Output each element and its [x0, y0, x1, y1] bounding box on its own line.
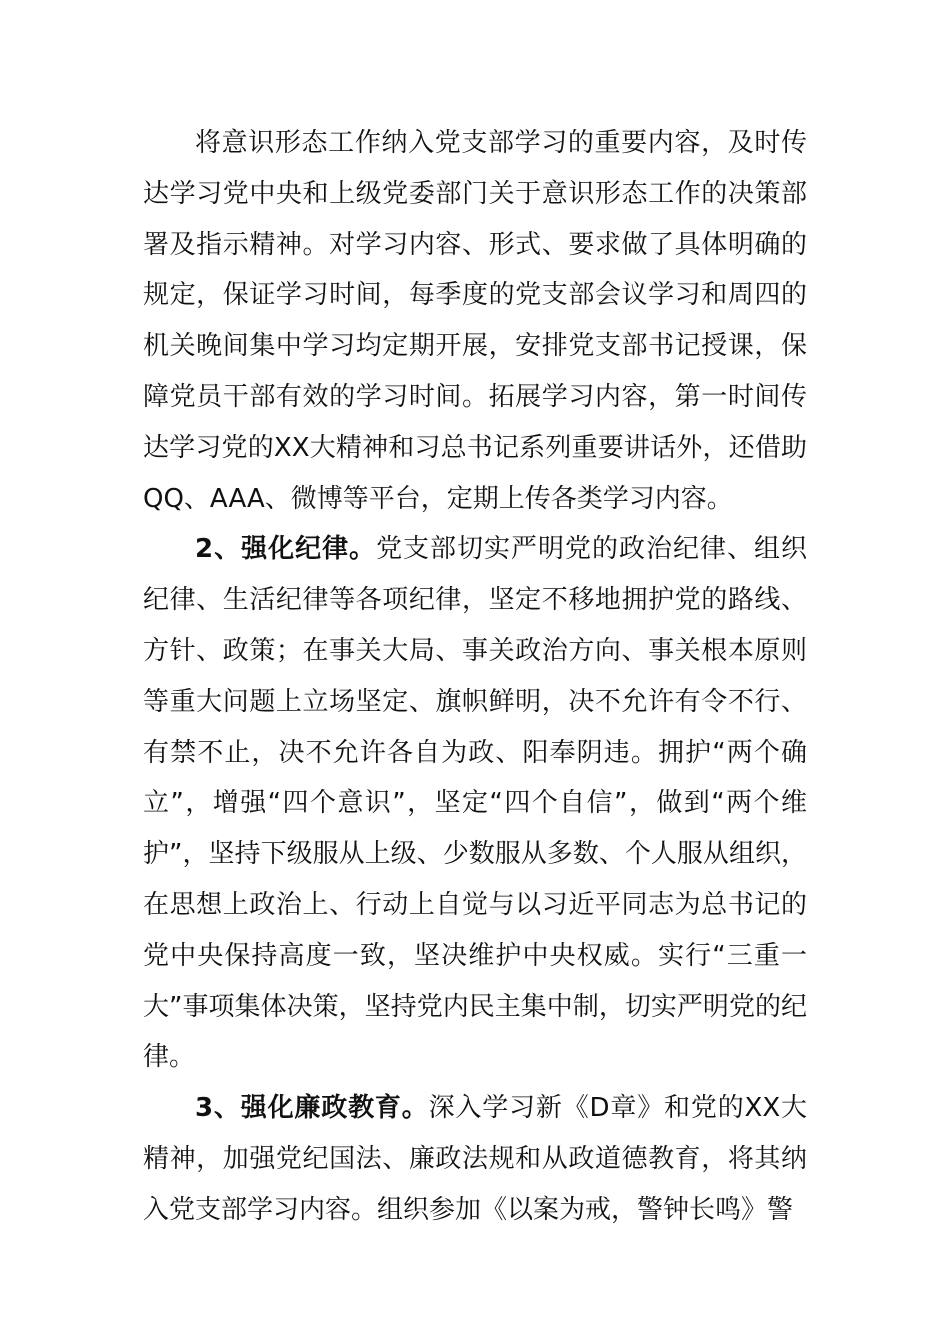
- paragraph-text: 党支部切实严明党的政治纪律、组织纪律、生活纪律等各项纪律，坚定不移地拥护党的路线、方针、政策；在事关大局、事关政治方向、事关根本原则等重大问题上立场坚定、旗帜鲜明，决不允许有令不行、有禁不止，决不允许各自为政、阳奉阴违。拥护“两个确立”，增强“四个意识”，坚定“四个自信”，做到“两个维护”，坚持下级服从上级、少数服从多数、个人服从组织，在思想上政治上、行动上自觉与以习近平同志为总书记的党中央保持高度一致，坚决维护中央权威。实行“三重一大”事项集体决策，坚持党内民主集中制，切实严明党的纪律。: [143, 534, 807, 1073]
- paragraph-text: 将意识形态工作纳入党支部学习的重要内容，及时传达学习党中央和上级党委部门关于意识形态工作的决策部署及指示精神。对学习内容、形式、要求做了具体明确的规定，保证学习时间，每季度的党支部会议学习和周四的机关晚间集中学习均定期开展，安排党支部书记授课，保障党员干部有效的学习时间。拓展学习内容，第一时间传达学习党的XX大精神和习总书记系列重要讲话外，还借助QQ、AAA、微博等平台，定期上传各类学习内容。: [143, 128, 807, 514]
- paragraph-discipline: [143, 524, 807, 1083]
- paragraph-heading: 2、强化纪律。: [195, 534, 377, 565]
- paragraph-integrity-education: [143, 1083, 807, 1235]
- paragraph-heading: 3、强化廉政教育。: [195, 1093, 429, 1124]
- document-body: [143, 118, 807, 1236]
- paragraph-text: 深入学习新《D章》和党的XX大精神，加强党纪国法、廉政法规和从政道德教育，将其纳入党支部学习内容。组织参加《以案为戒，警钟长鸣》警: [143, 1093, 807, 1225]
- paragraph-ideology-study: [143, 118, 807, 524]
